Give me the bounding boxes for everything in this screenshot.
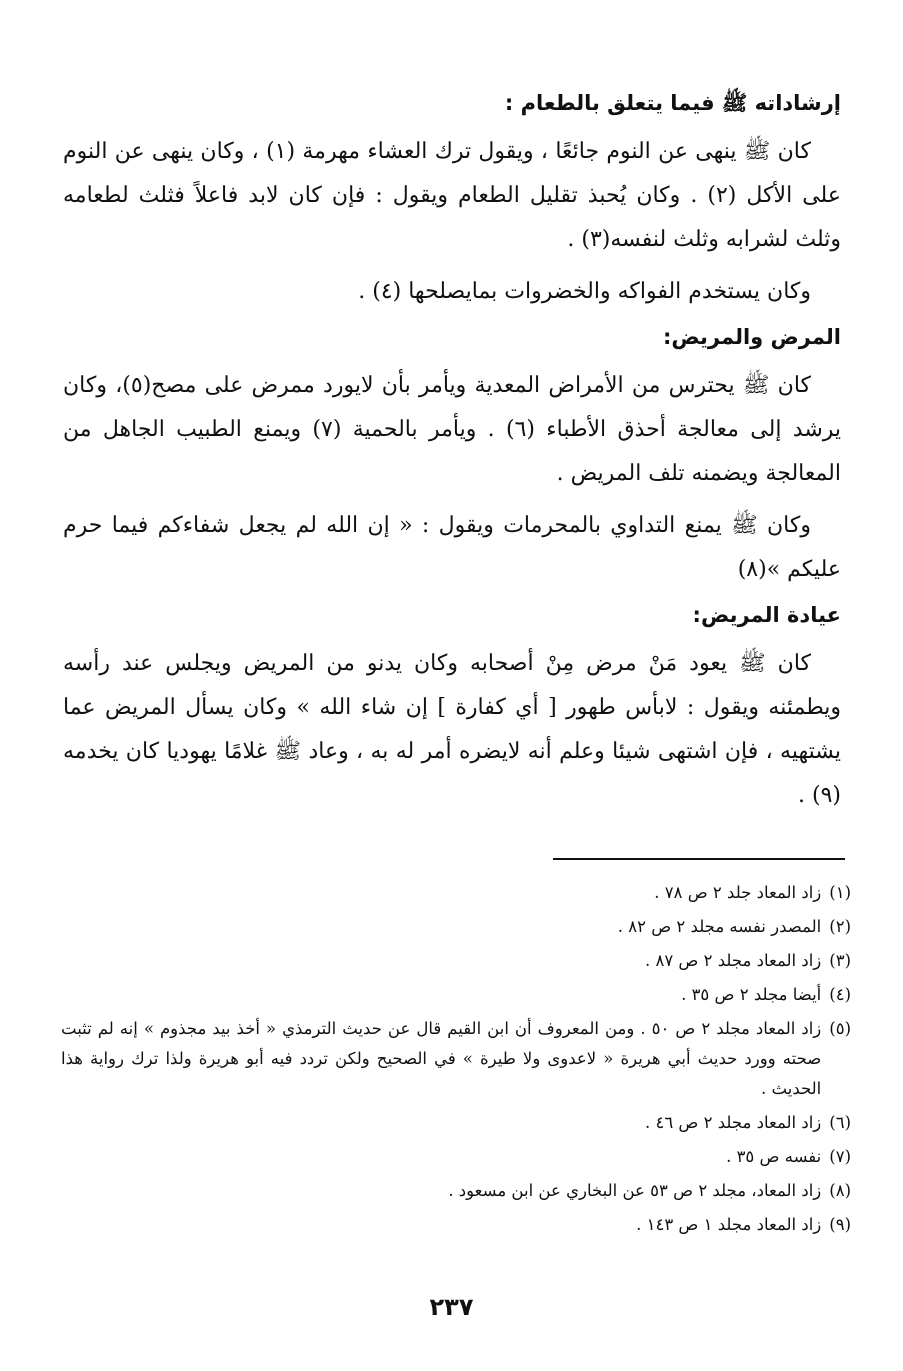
footnote-number: (٨): [829, 1181, 851, 1200]
footnote-text: زاد المعاد مجلد ٢ ص ٥٠ . ومن المعروف أن ابن القيم قال عن حديث الترمذي « أخذ بيد مجذوم » إنه لم تثبت صحته وورد حديث أبي هريرة « لاعدوى ولا طيرة » في الصحيح ولكن تردد فيه أبو هريرة ولذا ترك رواية هذا الحديث .: [61, 1019, 822, 1098]
footnote: [61, 1176, 851, 1206]
footnote-text: المصدر نفسه مجلد ٢ ص ٨٢ .: [617, 917, 822, 936]
paragraph: كان ﷺ يحترس من الأمراض المعدية ويأمر بأن لايورد ممرض على مصح(٥)، وكان يرشد إلى معالجة أحذق الأطباء (٦) . ويأمر بالحمية (٧) ويمنع الطبيب الجاهل من المعالجة ويضمنه تلف المريض .: [63, 373, 842, 486]
footnote-text: زاد المعاد مجلد ١ ص ١٤٣ .: [636, 1215, 822, 1234]
footnote-text: نفسه ص ٣٥ .: [726, 1147, 822, 1166]
footnotes: [61, 878, 851, 1244]
section-heading: عيادة المريض:: [692, 603, 841, 627]
main-text: [63, 88, 841, 826]
footnote: [61, 1014, 851, 1104]
footnote-text: زاد المعاد مجلد ٢ ص ٤٦ .: [644, 1113, 822, 1132]
footnote-number: (٩): [829, 1215, 851, 1234]
footnote-text: زاد المعاد جلد ٢ ص ٧٨ .: [654, 883, 822, 902]
paragraph: كان ﷺ يعود مَنْ مرض مِنْ أصحابه وكان يدنو من المريض ويجلس عند رأسه ويطمئنه ويقول : لابأس طهور [ أي كفارة ] إن شاء الله » وكان يسأل المريض عما يشتهيه ، فإن اشتهى شيئا وعلم أنه لايضره أمر له به ، وعاد ﷺ غلامًا يهوديا كان يخدمه (٩) .: [63, 651, 841, 808]
footnote-number: (٤): [829, 985, 851, 1004]
page-number: ٢٣٧: [429, 1293, 474, 1321]
footnote: [61, 1108, 851, 1138]
paragraph: وكان ﷺ يمنع التداوي بالمحرمات ويقول : « إن الله لم يجعل شفاءكم فيما حرم عليكم »(٨): [63, 513, 841, 582]
footnote-number: (٥): [829, 1019, 851, 1038]
footnote-text: أيضا مجلد ٢ ص ٣٥ .: [681, 985, 822, 1004]
footnote-divider: [553, 858, 845, 860]
footnote: [61, 980, 851, 1010]
footnote-number: (٧): [829, 1147, 851, 1166]
footnote-text: زاد المعاد، مجلد ٢ ص ٥٣ عن البخاري عن ابن مسعود .: [448, 1181, 822, 1200]
section-visiting-sick: [63, 600, 841, 818]
footnote-number: (٣): [829, 951, 851, 970]
footnote: [61, 912, 851, 942]
footnote-number: (٦): [829, 1113, 851, 1132]
section-heading: المرض والمريض:: [663, 325, 841, 349]
section-heading: إرشاداته ﷺ فيما يتعلق بالطعام :: [504, 91, 841, 115]
section-illness: [63, 322, 841, 592]
footnote-number: (١): [829, 883, 851, 902]
footnote: [61, 946, 851, 976]
footnote: [61, 1142, 851, 1172]
paragraph: وكان يستخدم الفواكه والخضروات بمايصلحها (٤) .: [358, 279, 811, 304]
footnote: [61, 1210, 851, 1240]
section-food-guidance: [63, 88, 841, 314]
paragraph: كان ﷺ ينهى عن النوم جائعًا ، ويقول ترك العشاء مهرمة (١) ، وكان ينهى عن النوم على الأكل (٢) . وكان يُحبذ تقليل الطعام ويقول : فإن كان لابد فاعلاً فثلث لطعامه وثلث لشرابه وثلث لنفسه(٣) .: [63, 139, 841, 252]
footnote-number: (٢): [829, 917, 851, 936]
footnote-text: زاد المعاد مجلد ٢ ص ٨٧ .: [644, 951, 822, 970]
footnote: [61, 878, 851, 908]
